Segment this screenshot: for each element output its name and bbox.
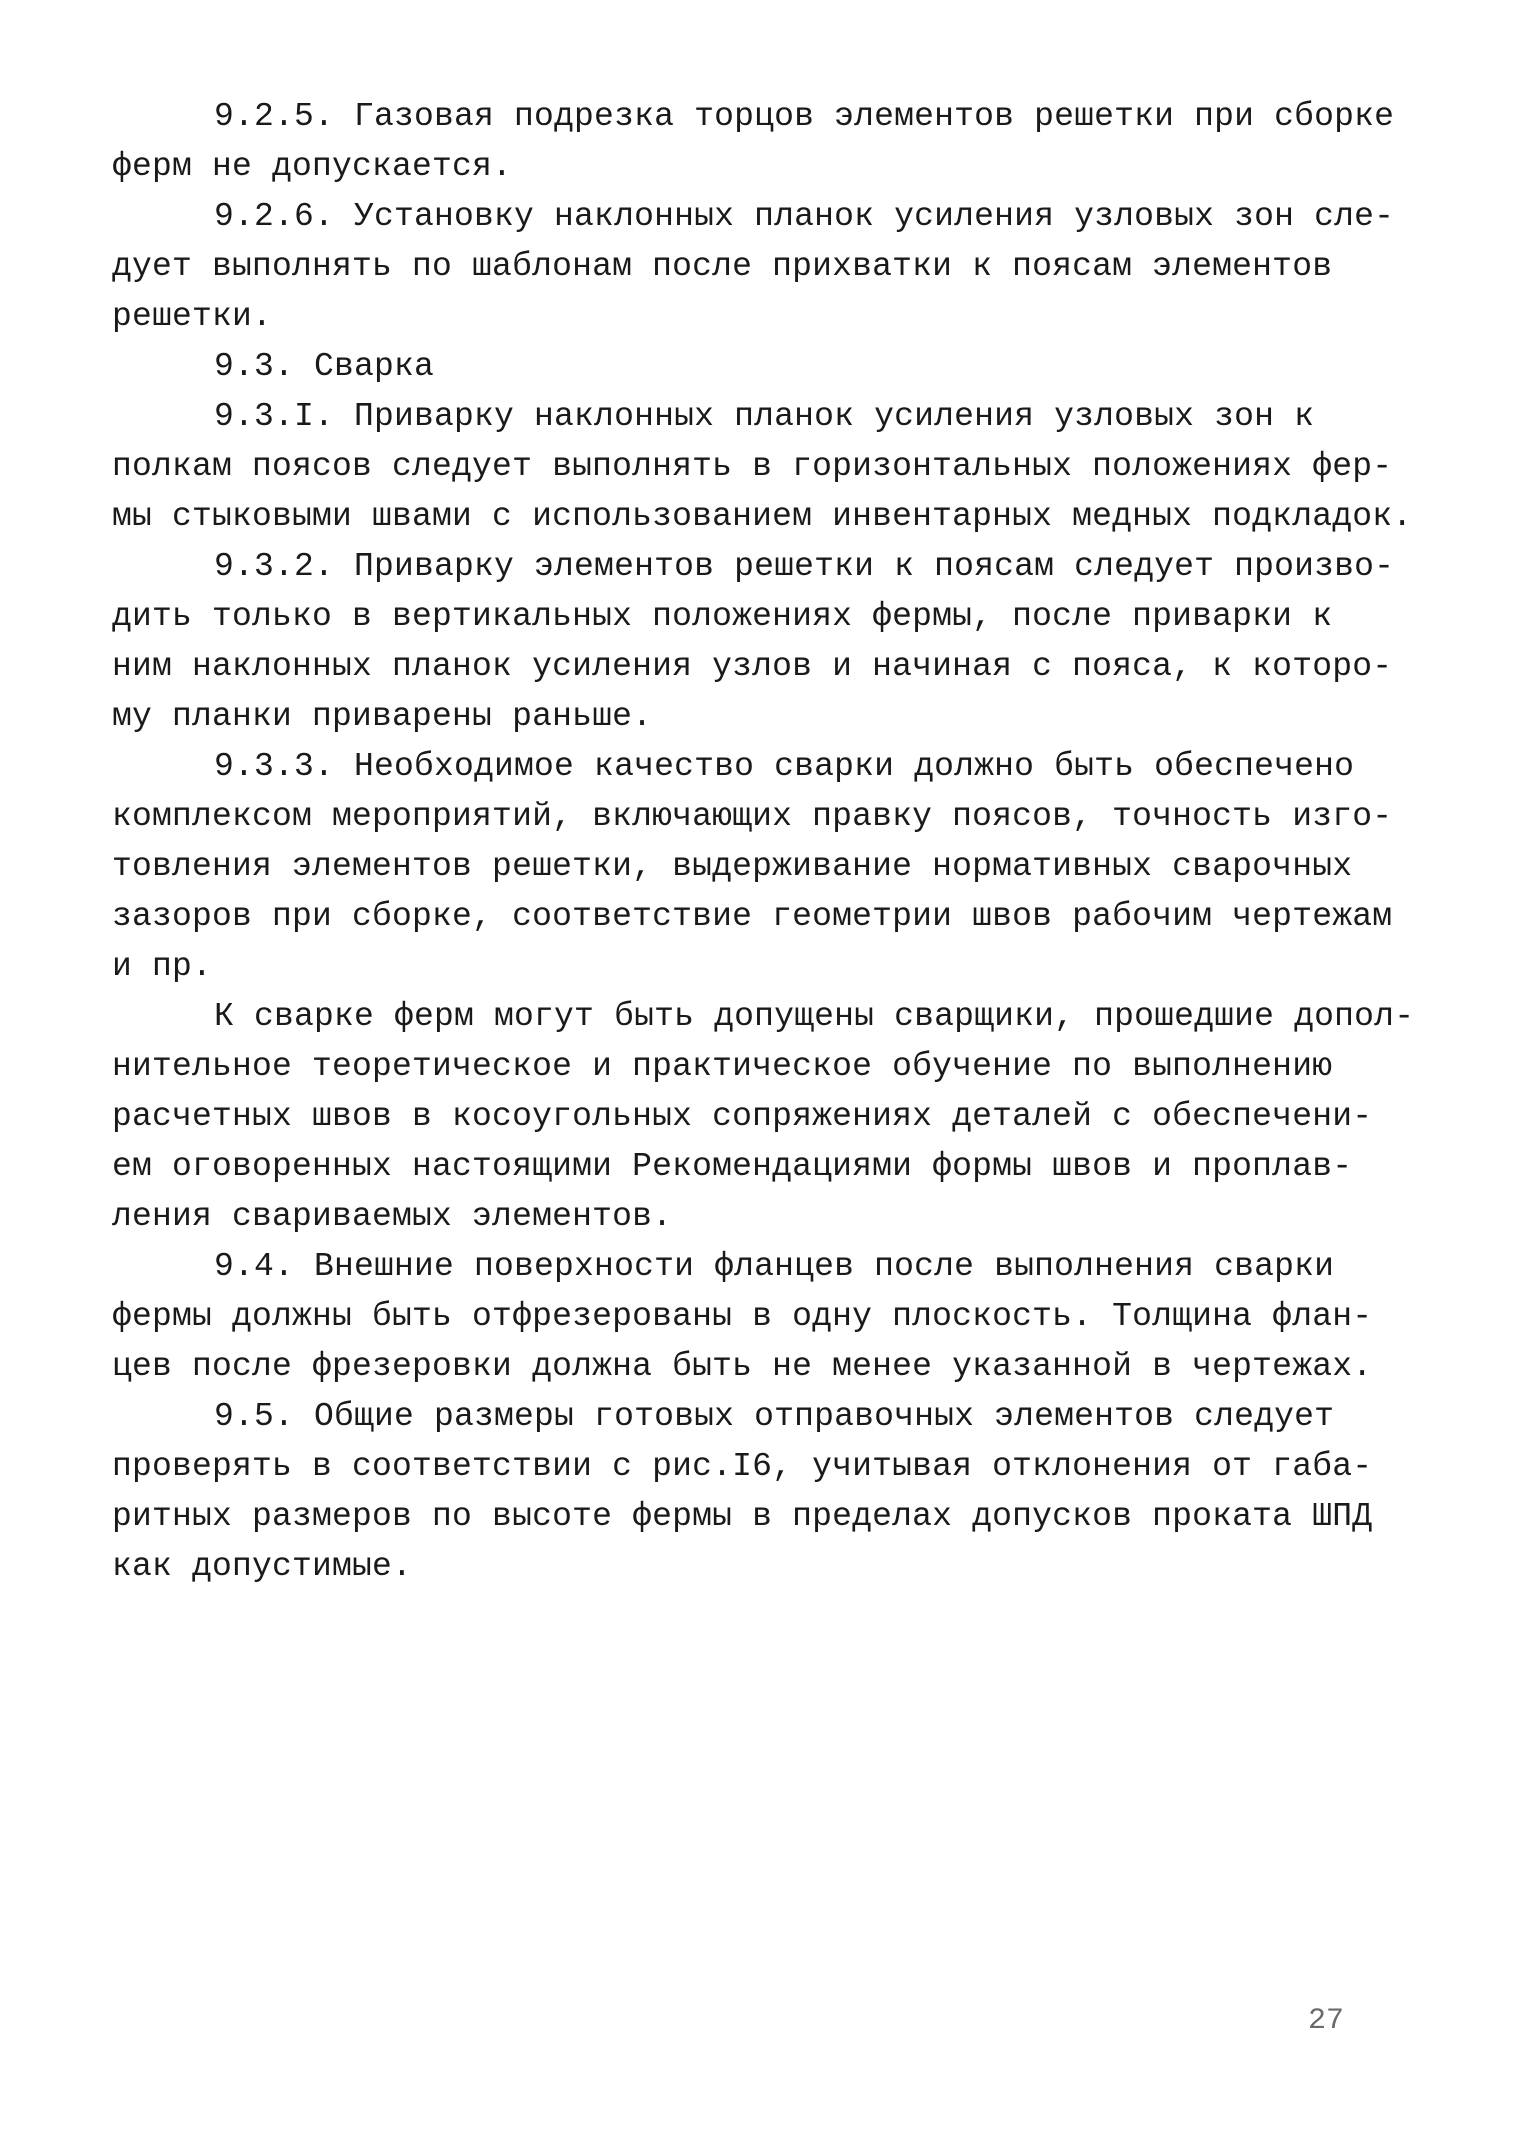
text-line: зазоров при сборке, соответствие геометрии швов рабочим чертежам: [112, 898, 1393, 935]
text-line: фермы должны быть отфрезерованы в одну плоскость. Толщина флан-: [112, 1298, 1373, 1335]
text-line: дить только в вертикальных положениях фермы, после приварки к: [112, 598, 1333, 635]
text-line: как допустимые.: [112, 1548, 413, 1585]
text-line: 9.2.5. Газовая подрезка торцов элементов решетки при сборке: [214, 98, 1395, 135]
document-body: [112, 92, 1422, 1592]
section-heading: 9.3. Сварка: [214, 348, 435, 385]
text-line: ним наклонных планок усиления узлов и начиная с пояса, к которо-: [112, 648, 1393, 685]
text-line: 9.3.I. Приварку наклонных планок усиления узловых зон к: [214, 398, 1315, 435]
text-line: 9.2.6. Установку наклонных планок усиления узловых зон сле-: [214, 198, 1395, 235]
text-line: К сварке ферм могут быть допущены сварщики, прошедшие допол-: [214, 998, 1415, 1035]
text-line: му планки приварены раньше.: [112, 698, 653, 735]
text-line: мы стыковыми швами с использованием инвентарных медных подкладок.: [112, 498, 1413, 535]
text-line: товления элементов решетки, выдерживание нормативных сварочных: [112, 848, 1353, 885]
text-line: расчетных швов в косоугольных сопряжениях деталей с обеспечени-: [112, 1098, 1373, 1135]
text-line: цев после фрезеровки должна быть не менее указанной в чертежах.: [112, 1348, 1373, 1385]
page-number: 27: [1308, 2004, 1345, 2038]
text-line: проверять в соответствии с рис.I6, учитывая отклонения от габа-: [112, 1448, 1373, 1485]
text-line: 9.4. Внешние поверхности фланцев после выполнения сварки: [214, 1248, 1335, 1285]
text-line: нительное теоретическое и практическое обучение по выполнению: [112, 1048, 1333, 1085]
text-line: полкам поясов следует выполнять в горизонтальных положениях фер-: [112, 448, 1393, 485]
text-line: ления свариваемых элементов.: [112, 1198, 673, 1235]
text-line: решетки.: [112, 298, 273, 335]
text-line: и пр.: [112, 948, 213, 985]
text-line: комплексом мероприятий, включающих правку поясов, точность изго-: [112, 798, 1393, 835]
text-line: ферм не допускается.: [112, 148, 513, 185]
text-line: 9.3.3. Необходимое качество сварки должно быть обеспечено: [214, 748, 1355, 785]
text-line: ем оговоренных настоящими Рекомендациями формы швов и проплав-: [112, 1148, 1353, 1185]
text-line: дует выполнять по шаблонам после прихватки к поясам элементов: [112, 248, 1333, 285]
text-line: 9.3.2. Приварку элементов решетки к поясам следует произво-: [214, 548, 1395, 585]
text-line: ритных размеров по высоте фермы в пределах допусков проката ШПД: [112, 1498, 1373, 1535]
text-line: 9.5. Общие размеры готовых отправочных элементов следует: [214, 1398, 1335, 1435]
